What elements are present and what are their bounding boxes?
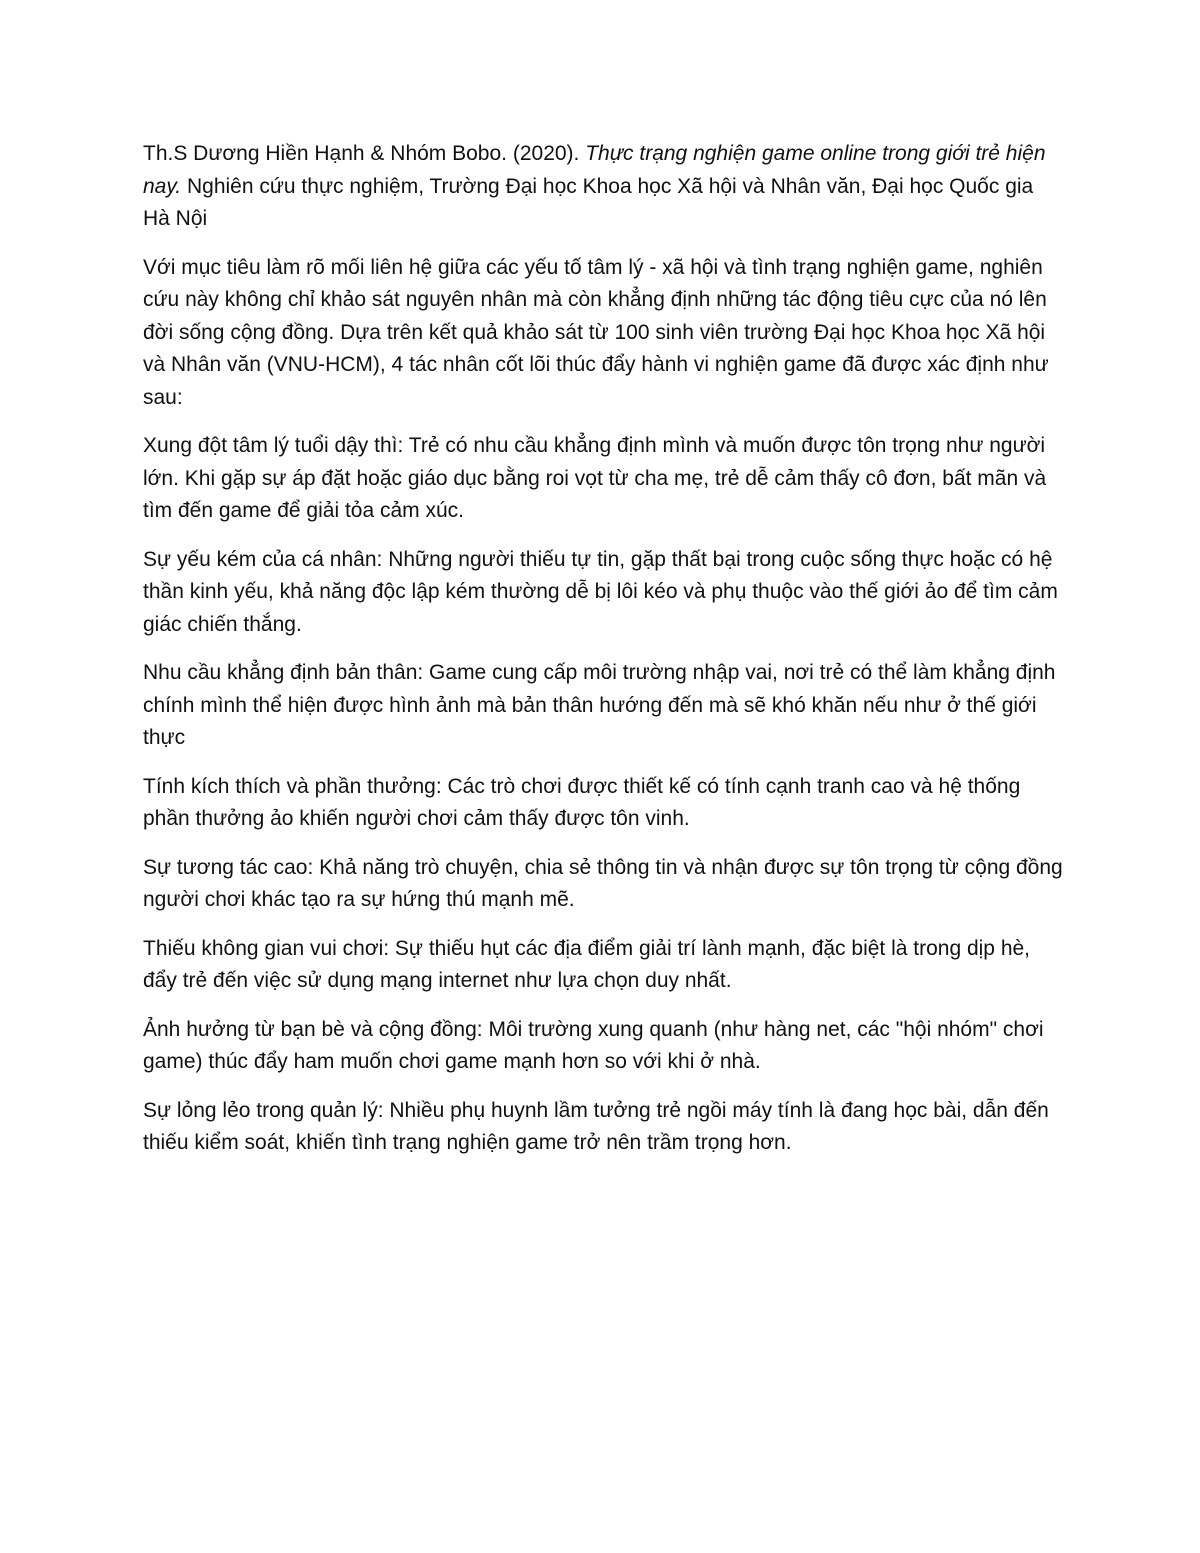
factor-personal-weakness: Sự yếu kém của cá nhân: Những người thiếu tự tin, gặp thất bại trong cuộc sống thực hoặc có hệ thần kinh yếu, khả năng độc lập kém thường dễ bị lôi kéo và phụ thuộc vào thế giới ảo để tìm cảm giác chiến thắng.: [143, 547, 1058, 636]
document-page: [143, 138, 1063, 1176]
citation-source: Nghiên cứu thực nghiệm, Trường Đại học Khoa học Xã hội và Nhân văn, Đại học Quốc gia Hà Nội: [143, 174, 1034, 230]
factor-puberty-conflict: Xung đột tâm lý tuổi dậy thì: Trẻ có nhu cầu khẳng định mình và muốn được tôn trọng như người lớn. Khi gặp sự áp đặt hoặc giáo dục bằng roi vọt từ cha mẹ, trẻ dễ cảm thấy cô đơn, bất mãn và tìm đến game để giải tỏa cảm xúc.: [143, 434, 1047, 522]
factor-lack-of-play-space: Thiếu không gian vui chơi: Sự thiếu hụt các địa điểm giải trí lành mạnh, đặc biệt là trong dịp hè, đẩy trẻ đến việc sử dụng mạng internet như lựa chọn duy nhất.: [143, 936, 1031, 992]
factor-lax-supervision: Sự lỏng lẻo trong quản lý: Nhiều phụ huynh lầm tưởng trẻ ngồi máy tính là đang học bài, dẫn đến thiếu kiểm soát, khiến tình trạng nghiện game trở nên trầm trọng hơn.: [143, 1098, 1049, 1154]
citation-paragraph: [143, 138, 1063, 236]
citation-authors-year: Th.S Dương Hiền Hạnh & Nhóm Bobo. (2020).: [143, 142, 586, 165]
factor-high-interaction: Sự tương tác cao: Khả năng trò chuyện, chia sẻ thông tin và nhận được sự tôn trọng từ cộng đồng người chơi khác tạo ra sự hứng thú mạnh mẽ.: [143, 855, 1063, 911]
factor-self-affirmation: Nhu cầu khẳng định bản thân: Game cung cấp môi trường nhập vai, nơi trẻ có thể làm khẳng định chính mình thể hiện được hình ảnh mà bản thân hướng đến mà sẽ khó khăn nếu như ở thế giới thực: [143, 661, 1056, 749]
factor-peer-influence: Ảnh hưởng từ bạn bè và cộng đồng: Môi trường xung quanh (như hàng net, các "hội nhóm" chơi game) thúc đẩy ham muốn chơi game mạnh hơn so với khi ở nhà.: [143, 1017, 1044, 1073]
intro-paragraph: Với mục tiêu làm rõ mối liên hệ giữa các yếu tố tâm lý - xã hội và tình trạng nghiện game, nghiên cứu này không chỉ khảo sát nguyên nhân mà còn khẳng định những tác động tiêu cực của nó lên đời sống cộng đồng. Dựa trên kết quả khảo sát từ 100 sinh viên trường Đại học Khoa học Xã hội và Nhân văn (VNU-HCM), 4 tác nhân cốt lõi thúc đẩy hành vi nghiện game đã được xác định như sau:: [143, 255, 1049, 409]
citation-title: Thực trạng nghiện game online trong giới trẻ hiện nay.: [143, 142, 1046, 198]
factor-stimulation-rewards: Tính kích thích và phần thưởng: Các trò chơi được thiết kế có tính cạnh tranh cao và hệ thống phần thưởng ảo khiến người chơi cảm thấy được tôn vinh.: [143, 774, 1021, 830]
